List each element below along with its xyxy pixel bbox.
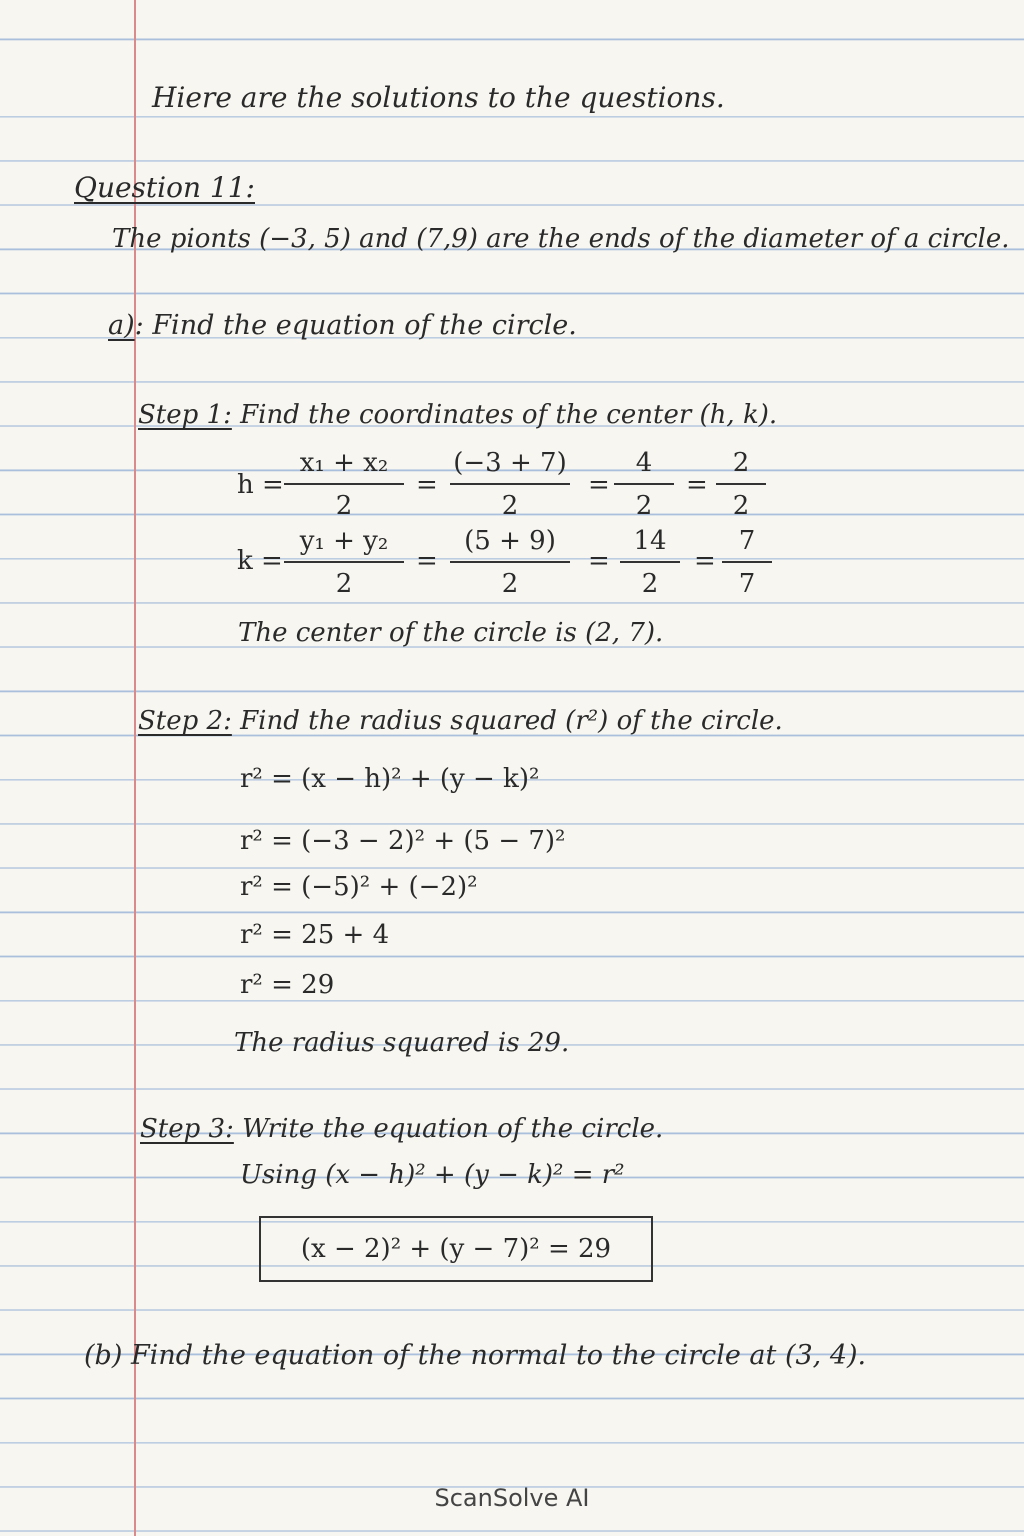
final-answer: (x − 2)² + (y − 7)² = 29	[300, 1234, 612, 1264]
step2-heading	[138, 708, 783, 734]
equals-sign: =	[588, 470, 610, 500]
intro-text: Hiere are the solutions to the questions.	[152, 81, 725, 114]
r-squared-line-2: r² = (−3 − 2)² + (5 − 7)²	[240, 826, 566, 856]
r-squared-line-4: r² = 25 + 4	[240, 920, 390, 950]
equals-sign: =	[694, 546, 716, 576]
step3-label: Step 3:	[140, 1114, 234, 1144]
step1-label: Step 1:	[138, 400, 232, 430]
k-fraction-2: (5 + 9) 2	[450, 528, 570, 597]
part-a-label: a)	[108, 310, 135, 341]
step1-heading	[138, 402, 777, 428]
r-squared-line-5: r² = 29	[240, 970, 335, 1000]
h-fraction-2: (−3 + 7) 2	[450, 450, 570, 519]
k-fraction-1: y₁ + y₂ 2	[284, 528, 404, 597]
k-fraction-3: 14 2	[620, 528, 680, 597]
part-a-heading	[108, 312, 577, 339]
equals-sign: =	[416, 546, 438, 576]
r-squared-line-3: r² = (−5)² + (−2)²	[240, 872, 478, 902]
step2-conclusion: The radius squared is 29.	[234, 1028, 570, 1058]
step1-conclusion: The center of the circle is (2, 7).	[238, 618, 664, 648]
equals-sign: =	[416, 470, 438, 500]
part-b-heading	[84, 1342, 866, 1369]
h-fraction-4: 2 2	[716, 450, 766, 519]
h-fraction-3: 4 2	[614, 450, 674, 519]
step3-heading	[140, 1116, 663, 1142]
r-squared-line-1: r² = (x − h)² + (y − k)²	[240, 764, 540, 794]
h-label: h =	[237, 470, 284, 500]
h-fraction-1: x₁ + x₂ 2	[284, 450, 404, 519]
equals-sign: =	[686, 470, 708, 500]
step3-using: Using (x − h)² + (y − k)² = r²	[240, 1160, 625, 1190]
part-b-label: (b)	[84, 1340, 123, 1371]
equals-sign: =	[588, 546, 610, 576]
question-statement: The pionts (−3, 5) and (7,9) are the ends of the diameter of a circle.	[112, 224, 1010, 254]
step2-label: Step 2:	[138, 706, 232, 736]
k-fraction-4: 7 7	[722, 528, 772, 597]
part-b-text: Find the equation of the normal to the circle at (3, 4).	[130, 1340, 867, 1371]
question-heading: Question 11:	[74, 171, 255, 204]
step2-text: Find the radius squared (r²) of the circle.	[240, 706, 783, 736]
step1-text: Find the coordinates of the center (h, k).	[240, 400, 778, 430]
k-label: k =	[237, 546, 283, 576]
step3-text: Write the equation of the circle.	[242, 1114, 664, 1144]
part-a-text: : Find the equation of the circle.	[134, 310, 577, 341]
footer-brand: ScanSolve AI	[434, 1484, 590, 1512]
